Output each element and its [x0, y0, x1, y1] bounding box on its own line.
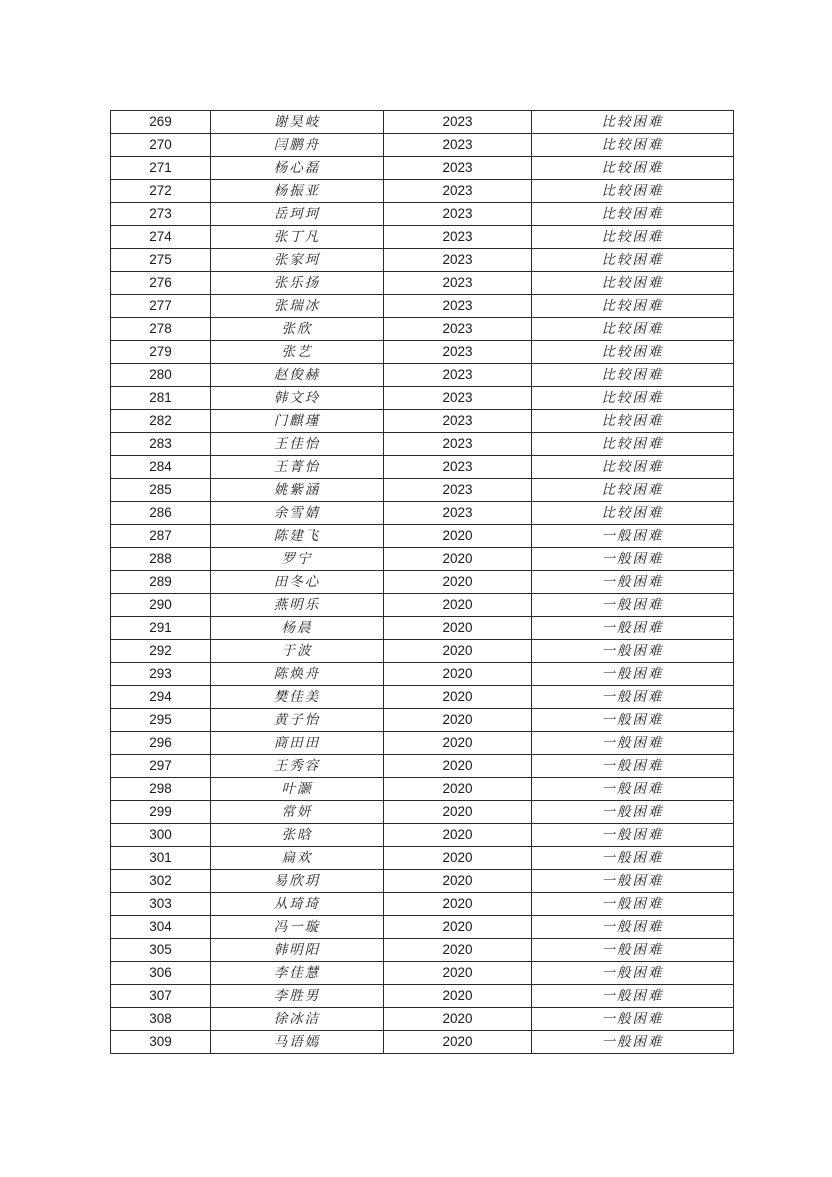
student-name-cell: 张丁凡 — [211, 226, 384, 249]
row-index-cell: 306 — [111, 962, 211, 985]
enrollment-year-cell: 2023 — [384, 364, 532, 387]
hardship-level-cell: 一般困难 — [532, 732, 734, 755]
enrollment-year-cell: 2023 — [384, 157, 532, 180]
table-row — [111, 893, 734, 916]
table-row — [111, 916, 734, 939]
student-name-cell: 陈焕舟 — [211, 663, 384, 686]
student-name-cell: 李佳慧 — [211, 962, 384, 985]
table-row — [111, 295, 734, 318]
table-row — [111, 341, 734, 364]
row-index-cell: 298 — [111, 778, 211, 801]
row-index-cell: 275 — [111, 249, 211, 272]
enrollment-year-cell: 2023 — [384, 203, 532, 226]
hardship-level-cell: 一般困难 — [532, 916, 734, 939]
table-row — [111, 686, 734, 709]
enrollment-year-cell: 2023 — [384, 272, 532, 295]
student-name-cell: 李胜男 — [211, 985, 384, 1008]
enrollment-year-cell: 2020 — [384, 870, 532, 893]
hardship-level-cell: 比较困难 — [532, 387, 734, 410]
enrollment-year-cell: 2020 — [384, 686, 532, 709]
hardship-level-cell: 一般困难 — [532, 594, 734, 617]
enrollment-year-cell: 2023 — [384, 456, 532, 479]
hardship-level-cell: 比较困难 — [532, 456, 734, 479]
row-index-cell: 269 — [111, 111, 211, 134]
table-row — [111, 479, 734, 502]
row-index-cell: 307 — [111, 985, 211, 1008]
enrollment-year-cell: 2020 — [384, 571, 532, 594]
hardship-level-cell: 比较困难 — [532, 249, 734, 272]
hardship-level-cell: 比较困难 — [532, 364, 734, 387]
enrollment-year-cell: 2020 — [384, 824, 532, 847]
table-row — [111, 272, 734, 295]
enrollment-year-cell: 2023 — [384, 134, 532, 157]
hardship-level-cell: 比较困难 — [532, 226, 734, 249]
enrollment-year-cell: 2023 — [384, 502, 532, 525]
enrollment-year-cell: 2020 — [384, 939, 532, 962]
row-index-cell: 270 — [111, 134, 211, 157]
row-index-cell: 304 — [111, 916, 211, 939]
table-row — [111, 640, 734, 663]
row-index-cell: 285 — [111, 479, 211, 502]
enrollment-year-cell: 2023 — [384, 341, 532, 364]
table-row — [111, 364, 734, 387]
student-name-cell: 扁欢 — [211, 847, 384, 870]
table-row — [111, 985, 734, 1008]
row-index-cell: 274 — [111, 226, 211, 249]
student-name-cell: 张乐扬 — [211, 272, 384, 295]
row-index-cell: 303 — [111, 893, 211, 916]
row-index-cell: 277 — [111, 295, 211, 318]
table-row — [111, 870, 734, 893]
enrollment-year-cell: 2023 — [384, 318, 532, 341]
hardship-level-cell: 比较困难 — [532, 479, 734, 502]
table-row — [111, 847, 734, 870]
student-name-cell: 王菁怡 — [211, 456, 384, 479]
student-name-cell: 于波 — [211, 640, 384, 663]
student-name-cell: 田冬心 — [211, 571, 384, 594]
enrollment-year-cell: 2020 — [384, 893, 532, 916]
row-index-cell: 286 — [111, 502, 211, 525]
row-index-cell: 273 — [111, 203, 211, 226]
hardship-level-cell: 比较困难 — [532, 295, 734, 318]
table-row — [111, 111, 734, 134]
student-name-cell: 徐冰洁 — [211, 1008, 384, 1031]
student-name-cell: 张艺 — [211, 341, 384, 364]
table-row — [111, 226, 734, 249]
table-row — [111, 180, 734, 203]
hardship-level-cell: 比较困难 — [532, 433, 734, 456]
student-name-cell: 张欣 — [211, 318, 384, 341]
table-row — [111, 594, 734, 617]
hardship-level-cell: 一般困难 — [532, 686, 734, 709]
student-name-cell: 门麒瑾 — [211, 410, 384, 433]
table-row — [111, 709, 734, 732]
row-index-cell: 276 — [111, 272, 211, 295]
student-name-cell: 岳珂珂 — [211, 203, 384, 226]
row-index-cell: 280 — [111, 364, 211, 387]
student-name-cell: 陈建飞 — [211, 525, 384, 548]
row-index-cell: 284 — [111, 456, 211, 479]
student-name-cell: 韩文玲 — [211, 387, 384, 410]
hardship-level-cell: 比较困难 — [532, 272, 734, 295]
student-name-cell: 姚紫涵 — [211, 479, 384, 502]
student-name-cell: 赵俊赫 — [211, 364, 384, 387]
enrollment-year-cell: 2020 — [384, 1031, 532, 1054]
table-row — [111, 249, 734, 272]
student-name-cell: 黄子怡 — [211, 709, 384, 732]
table-row — [111, 571, 734, 594]
enrollment-year-cell: 2020 — [384, 617, 532, 640]
enrollment-year-cell: 2020 — [384, 525, 532, 548]
enrollment-year-cell: 2020 — [384, 916, 532, 939]
student-name-cell: 冯一璇 — [211, 916, 384, 939]
student-name-cell: 谢昊岐 — [211, 111, 384, 134]
hardship-level-cell: 一般困难 — [532, 709, 734, 732]
enrollment-year-cell: 2020 — [384, 778, 532, 801]
table-row — [111, 548, 734, 571]
student-name-cell: 张瑞冰 — [211, 295, 384, 318]
enrollment-year-cell: 2023 — [384, 479, 532, 502]
enrollment-year-cell: 2020 — [384, 640, 532, 663]
student-name-cell: 燕明乐 — [211, 594, 384, 617]
row-index-cell: 282 — [111, 410, 211, 433]
row-index-cell: 293 — [111, 663, 211, 686]
enrollment-year-cell: 2020 — [384, 755, 532, 778]
student-name-cell: 韩明阳 — [211, 939, 384, 962]
roster-table-body — [111, 111, 734, 1054]
student-name-cell: 商田田 — [211, 732, 384, 755]
table-row — [111, 134, 734, 157]
enrollment-year-cell: 2023 — [384, 111, 532, 134]
hardship-level-cell: 一般困难 — [532, 893, 734, 916]
row-index-cell: 290 — [111, 594, 211, 617]
student-name-cell: 叶灏 — [211, 778, 384, 801]
table-row — [111, 157, 734, 180]
student-name-cell: 易欣玥 — [211, 870, 384, 893]
student-name-cell: 从琦琦 — [211, 893, 384, 916]
hardship-level-cell: 一般困难 — [532, 525, 734, 548]
hardship-level-cell: 一般困难 — [532, 1031, 734, 1054]
hardship-level-cell: 一般困难 — [532, 847, 734, 870]
table-row — [111, 318, 734, 341]
table-row — [111, 778, 734, 801]
enrollment-year-cell: 2020 — [384, 1008, 532, 1031]
enrollment-year-cell: 2020 — [384, 985, 532, 1008]
student-name-cell: 王佳怡 — [211, 433, 384, 456]
row-index-cell: 308 — [111, 1008, 211, 1031]
student-name-cell: 樊佳美 — [211, 686, 384, 709]
enrollment-year-cell: 2020 — [384, 732, 532, 755]
table-row — [111, 410, 734, 433]
student-name-cell: 杨心磊 — [211, 157, 384, 180]
hardship-level-cell: 一般困难 — [532, 571, 734, 594]
hardship-level-cell: 一般困难 — [532, 640, 734, 663]
enrollment-year-cell: 2023 — [384, 433, 532, 456]
enrollment-year-cell: 2020 — [384, 801, 532, 824]
hardship-level-cell: 比较困难 — [532, 111, 734, 134]
student-name-cell: 杨振亚 — [211, 180, 384, 203]
row-index-cell: 281 — [111, 387, 211, 410]
hardship-level-cell: 一般困难 — [532, 939, 734, 962]
hardship-level-cell: 比较困难 — [532, 341, 734, 364]
row-index-cell: 302 — [111, 870, 211, 893]
row-index-cell: 309 — [111, 1031, 211, 1054]
enrollment-year-cell: 2020 — [384, 548, 532, 571]
row-index-cell: 287 — [111, 525, 211, 548]
row-index-cell: 294 — [111, 686, 211, 709]
table-row — [111, 663, 734, 686]
table-row — [111, 962, 734, 985]
student-name-cell: 马语嫣 — [211, 1031, 384, 1054]
table-row — [111, 387, 734, 410]
enrollment-year-cell: 2020 — [384, 847, 532, 870]
row-index-cell: 279 — [111, 341, 211, 364]
row-index-cell: 299 — [111, 801, 211, 824]
row-index-cell: 295 — [111, 709, 211, 732]
hardship-level-cell: 一般困难 — [532, 548, 734, 571]
hardship-level-cell: 一般困难 — [532, 824, 734, 847]
row-index-cell: 300 — [111, 824, 211, 847]
hardship-level-cell: 一般困难 — [532, 755, 734, 778]
hardship-level-cell: 比较困难 — [532, 410, 734, 433]
enrollment-year-cell: 2023 — [384, 226, 532, 249]
table-row — [111, 1008, 734, 1031]
row-index-cell: 296 — [111, 732, 211, 755]
enrollment-year-cell: 2020 — [384, 709, 532, 732]
hardship-level-cell: 一般困难 — [532, 778, 734, 801]
enrollment-year-cell: 2023 — [384, 180, 532, 203]
hardship-level-cell: 一般困难 — [532, 1008, 734, 1031]
row-index-cell: 305 — [111, 939, 211, 962]
table-row — [111, 732, 734, 755]
enrollment-year-cell: 2023 — [384, 410, 532, 433]
student-name-cell: 闫鹏舟 — [211, 134, 384, 157]
row-index-cell: 291 — [111, 617, 211, 640]
row-index-cell: 292 — [111, 640, 211, 663]
table-row — [111, 525, 734, 548]
row-index-cell: 297 — [111, 755, 211, 778]
enrollment-year-cell: 2020 — [384, 663, 532, 686]
hardship-level-cell: 一般困难 — [532, 962, 734, 985]
hardship-level-cell: 比较困难 — [532, 203, 734, 226]
hardship-level-cell: 一般困难 — [532, 663, 734, 686]
hardship-level-cell: 一般困难 — [532, 870, 734, 893]
enrollment-year-cell: 2020 — [384, 594, 532, 617]
table-row — [111, 1031, 734, 1054]
student-name-cell: 常妍 — [211, 801, 384, 824]
student-name-cell: 张晗 — [211, 824, 384, 847]
hardship-level-cell: 一般困难 — [532, 985, 734, 1008]
enrollment-year-cell: 2023 — [384, 249, 532, 272]
row-index-cell: 271 — [111, 157, 211, 180]
student-name-cell: 张家珂 — [211, 249, 384, 272]
hardship-level-cell: 一般困难 — [532, 617, 734, 640]
table-row — [111, 433, 734, 456]
row-index-cell: 301 — [111, 847, 211, 870]
roster-table — [110, 110, 734, 1054]
table-row — [111, 824, 734, 847]
row-index-cell: 278 — [111, 318, 211, 341]
table-row — [111, 456, 734, 479]
table-row — [111, 502, 734, 525]
row-index-cell: 288 — [111, 548, 211, 571]
student-name-cell: 王秀容 — [211, 755, 384, 778]
hardship-level-cell: 比较困难 — [532, 502, 734, 525]
table-row — [111, 939, 734, 962]
row-index-cell: 283 — [111, 433, 211, 456]
table-row — [111, 617, 734, 640]
hardship-level-cell: 一般困难 — [532, 801, 734, 824]
student-name-cell: 杨晨 — [211, 617, 384, 640]
row-index-cell: 289 — [111, 571, 211, 594]
enrollment-year-cell: 2023 — [384, 387, 532, 410]
row-index-cell: 272 — [111, 180, 211, 203]
table-row — [111, 755, 734, 778]
hardship-level-cell: 比较困难 — [532, 180, 734, 203]
student-name-cell: 罗宁 — [211, 548, 384, 571]
hardship-level-cell: 比较困难 — [532, 157, 734, 180]
hardship-level-cell: 比较困难 — [532, 318, 734, 341]
table-row — [111, 801, 734, 824]
hardship-level-cell: 比较困难 — [532, 134, 734, 157]
student-name-cell: 余雪婧 — [211, 502, 384, 525]
enrollment-year-cell: 2020 — [384, 962, 532, 985]
table-row — [111, 203, 734, 226]
enrollment-year-cell: 2023 — [384, 295, 532, 318]
